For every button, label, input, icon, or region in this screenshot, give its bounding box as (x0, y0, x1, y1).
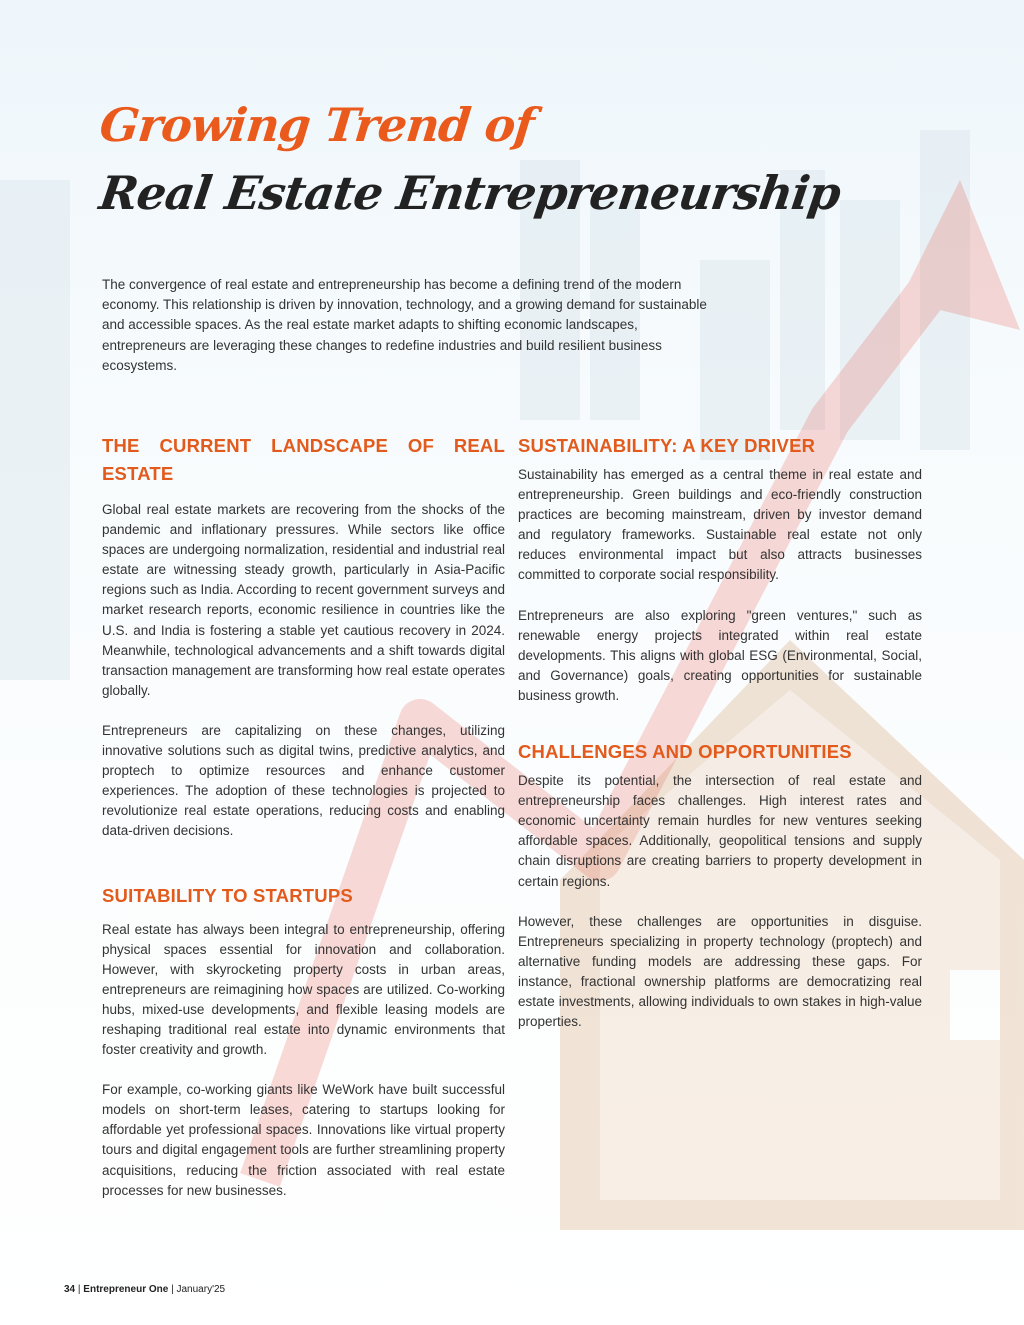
landscape-paragraph-2: Entrepreneurs are capitalizing on these changes, utilizing innovative solutions such as digital twins, predictive analytics, and proptech to optimize resources and enhance customer experiences. The adoption of these technologies is projected to revolutionize real estate operations, reducing costs and enabling data-driven decisions. (102, 722, 505, 839)
startups-heading: SUITABILITY TO STARTUPS (102, 884, 353, 906)
left-column (102, 432, 505, 1201)
page-number: 34 (64, 1284, 76, 1295)
sustainability-heading: SUSTAINABILITY: A KEY DRIVER (518, 435, 816, 456)
startups-paragraph-1: Real estate has always been integral to entrepreneurship, offering physical spaces essential for innovation and collaboration. However, with skyrocketing property costs in urban areas, entrepreneurs are reimagining how spaces are utilized. Co-working hubs, mixed-use developments, and flexible leasing models are reshaping traditional real estate into dynamic environments that foster creativity and growth. (102, 921, 505, 1058)
landscape-paragraph-1: Global real estate markets are recovering from the shocks of the pandemic and inflationary pressures. While sectors like office spaces are undergoing normalization, residential and industrial real estate are witnessing steady growth, particularly in Asia-Pacific regions such as India. According to recent government surveys and market research reports, economic resilience in countries like the U.S. and India is fostering a stable yet cautious recovery in 2024. Meanwhile, technological advancements and a shift towards digital transaction management are transforming how real estate operates globally. (102, 502, 505, 698)
landscape-heading (102, 432, 505, 488)
sustainability-paragraph-1: Sustainability has emerged as a central theme in real estate and entrepreneurship. Green buildings and eco-friendly construction practices are becoming mainstream, driven by investor demand and regulatory frameworks. Sustainable real estate not only reduces environmental impact but also attracts businesses committed to corporate social responsibility. (518, 467, 922, 583)
sustainability-paragraph-2: Entrepreneurs are also exploring "green ventures," such as renewable energy projects integrated within real estate developments. This aligns with global ESG (Environmental, Social, and Governance) goals, creating opportunities for sustainable business growth. (518, 607, 922, 703)
title-line-1: Growing Trend of (97, 98, 537, 152)
challenges-paragraph-1: Despite its potential, the intersection of real estate and entrepreneurship faces challenges. High interest rates and economic uncertainty remain hurdles for new ventures seeking affordable spaces. Additionally, geopolitical tensions and supply chain disruptions are creating barriers to property development in certain regions. (518, 773, 922, 889)
magazine-name: Entrepreneur One (83, 1284, 169, 1295)
right-column (518, 432, 922, 1032)
landscape-heading-part2: ESTATE (102, 463, 174, 484)
startups-paragraph-2: For example, co-working giants like WeWork have built successful models on short-term leases, catering to startups looking for affordable yet professional spaces. Innovations like virtual property tours and digital engagement tools are further streamlining property acquisitions, reducing the friction associated with real estate processes for new businesses. (102, 1082, 505, 1198)
footer-separator: | (171, 1284, 177, 1295)
issue-date: January'25 (176, 1284, 226, 1295)
title-line-2: Real Estate Entrepreneurship (96, 166, 844, 220)
challenges-heading: CHALLENGES AND OPPORTUNITIES (518, 741, 852, 763)
intro-paragraph: The convergence of real estate and entrepreneurship has become a defining trend of the modern economy. This relationship is driven by innovation, technology, and a growing demand for sustainable and accessible spaces. As the real estate market adapts to shifting economic landscapes, entrepreneurs are leveraging these changes to redefine industries and build resilient business ecosystems. (102, 277, 707, 373)
landscape-heading-part1: THE CURRENT LANDSCAPE OF REAL (102, 435, 505, 456)
challenges-paragraph-2: However, these challenges are opportunities in disguise. Entrepreneurs specializing in property technology (proptech) and alternative funding models are addressing these gaps. For instance, fractional ownership platforms are democratizing real estate investments, allowing individuals to own stakes in high-value properties. (518, 913, 922, 1030)
page-footer (64, 1284, 225, 1295)
footer-separator: | (77, 1284, 84, 1295)
